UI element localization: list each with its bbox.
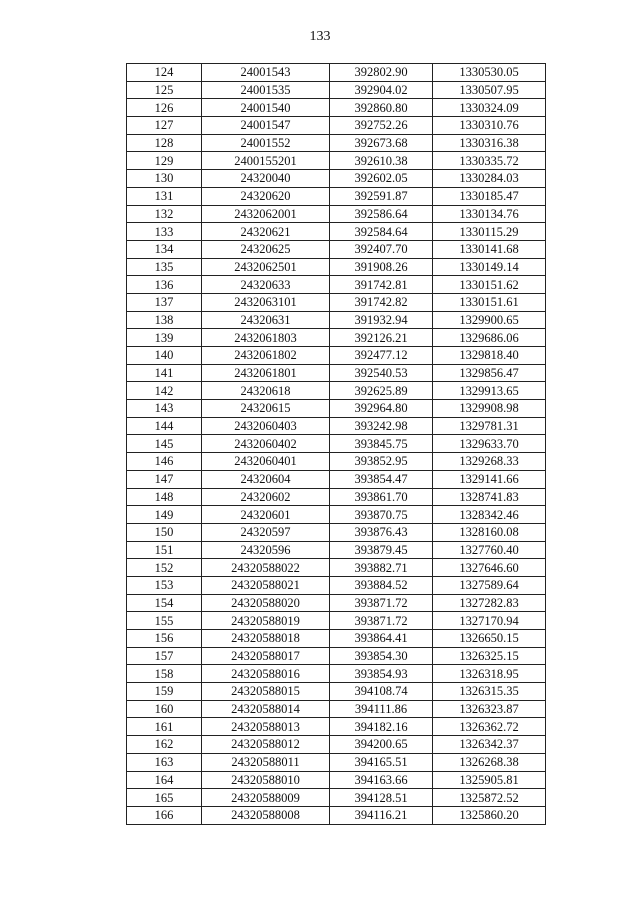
x-coordinate-cell: 394182.16 [330,718,433,736]
table-row [127,771,546,789]
y-coordinate-cell: 1326362.72 [433,718,546,736]
x-coordinate-cell: 393871.72 [330,612,433,630]
y-coordinate-cell: 1330151.62 [433,276,546,294]
point-id-cell: 24320588014 [202,700,330,718]
table-row [127,736,546,754]
y-coordinate-cell: 1327170.94 [433,612,546,630]
table-row [127,293,546,311]
row-number-cell: 155 [127,612,202,630]
table-row [127,382,546,400]
row-number-cell: 153 [127,576,202,594]
row-number-cell: 154 [127,594,202,612]
point-id-cell: 24320588012 [202,736,330,754]
row-number-cell: 147 [127,470,202,488]
point-id-cell: 24320615 [202,400,330,418]
table-row [127,364,546,382]
row-number-cell: 143 [127,400,202,418]
x-coordinate-cell: 391908.26 [330,258,433,276]
y-coordinate-cell: 1330151.61 [433,293,546,311]
x-coordinate-cell: 392126.21 [330,329,433,347]
x-coordinate-cell: 393854.47 [330,470,433,488]
coordinates-table-body [127,64,546,825]
point-id-cell: 2432061801 [202,364,330,382]
y-coordinate-cell: 1329686.06 [433,329,546,347]
point-id-cell: 24320631 [202,311,330,329]
row-number-cell: 160 [127,700,202,718]
row-number-cell: 131 [127,187,202,205]
table-row [127,612,546,630]
y-coordinate-cell: 1329818.40 [433,347,546,365]
x-coordinate-cell: 393879.45 [330,541,433,559]
table-row [127,806,546,824]
y-coordinate-cell: 1328342.46 [433,506,546,524]
table-row [127,576,546,594]
y-coordinate-cell: 1329913.65 [433,382,546,400]
table-row [127,594,546,612]
point-id-cell: 24320588020 [202,594,330,612]
point-id-cell: 24320588017 [202,647,330,665]
table-row [127,470,546,488]
table-row [127,647,546,665]
y-coordinate-cell: 1329856.47 [433,364,546,382]
x-coordinate-cell: 394128.51 [330,789,433,807]
y-coordinate-cell: 1330134.76 [433,205,546,223]
point-id-cell: 24320588021 [202,576,330,594]
table-row [127,187,546,205]
y-coordinate-cell: 1327646.60 [433,559,546,577]
x-coordinate-cell: 392586.64 [330,205,433,223]
row-number-cell: 166 [127,806,202,824]
x-coordinate-cell: 392610.38 [330,152,433,170]
table-row [127,134,546,152]
x-coordinate-cell: 392802.90 [330,64,433,82]
x-coordinate-cell: 394165.51 [330,753,433,771]
row-number-cell: 165 [127,789,202,807]
table-row [127,223,546,241]
y-coordinate-cell: 1327589.64 [433,576,546,594]
x-coordinate-cell: 394108.74 [330,683,433,701]
table-row [127,81,546,99]
x-coordinate-cell: 391742.81 [330,276,433,294]
coordinates-table [126,63,546,825]
point-id-cell: 24320588008 [202,806,330,824]
y-coordinate-cell: 1326650.15 [433,630,546,648]
point-id-cell: 24320588018 [202,630,330,648]
point-id-cell: 24320618 [202,382,330,400]
y-coordinate-cell: 1329268.33 [433,453,546,471]
table-row [127,541,546,559]
table-row [127,559,546,577]
point-id-cell: 24320602 [202,488,330,506]
point-id-cell: 24001540 [202,99,330,117]
y-coordinate-cell: 1330324.09 [433,99,546,117]
row-number-cell: 128 [127,134,202,152]
y-coordinate-cell: 1330149.14 [433,258,546,276]
x-coordinate-cell: 393861.70 [330,488,433,506]
point-id-cell: 2432063101 [202,293,330,311]
point-id-cell: 24320604 [202,470,330,488]
row-number-cell: 136 [127,276,202,294]
row-number-cell: 135 [127,258,202,276]
row-number-cell: 127 [127,117,202,135]
y-coordinate-cell: 1327282.83 [433,594,546,612]
table-row [127,683,546,701]
x-coordinate-cell: 392752.26 [330,117,433,135]
point-id-cell: 24320588013 [202,718,330,736]
table-row [127,170,546,188]
y-coordinate-cell: 1328160.08 [433,523,546,541]
y-coordinate-cell: 1329908.98 [433,400,546,418]
table-row [127,789,546,807]
x-coordinate-cell: 393852.95 [330,453,433,471]
row-number-cell: 163 [127,753,202,771]
y-coordinate-cell: 1330141.68 [433,240,546,258]
y-coordinate-cell: 1330507.95 [433,81,546,99]
table-row [127,64,546,82]
row-number-cell: 146 [127,453,202,471]
y-coordinate-cell: 1325860.20 [433,806,546,824]
point-id-cell: 2432062501 [202,258,330,276]
table-row [127,329,546,347]
point-id-cell: 24320597 [202,523,330,541]
y-coordinate-cell: 1326342.37 [433,736,546,754]
point-id-cell: 2432061803 [202,329,330,347]
y-coordinate-cell: 1330115.29 [433,223,546,241]
row-number-cell: 164 [127,771,202,789]
x-coordinate-cell: 392591.87 [330,187,433,205]
table-row [127,205,546,223]
point-id-cell: 24320588016 [202,665,330,683]
y-coordinate-cell: 1329633.70 [433,435,546,453]
x-coordinate-cell: 392540.53 [330,364,433,382]
y-coordinate-cell: 1326325.15 [433,647,546,665]
point-id-cell: 24320588015 [202,683,330,701]
x-coordinate-cell: 394200.65 [330,736,433,754]
row-number-cell: 126 [127,99,202,117]
point-id-cell: 2400155201 [202,152,330,170]
x-coordinate-cell: 392860.80 [330,99,433,117]
row-number-cell: 124 [127,64,202,82]
point-id-cell: 24320588022 [202,559,330,577]
y-coordinate-cell: 1330316.38 [433,134,546,152]
y-coordinate-cell: 1330335.72 [433,152,546,170]
x-coordinate-cell: 392904.02 [330,81,433,99]
table-row [127,117,546,135]
point-id-cell: 24320588010 [202,771,330,789]
point-id-cell: 24320588011 [202,753,330,771]
y-coordinate-cell: 1330310.76 [433,117,546,135]
point-id-cell: 2432061802 [202,347,330,365]
y-coordinate-cell: 1325905.81 [433,771,546,789]
point-id-cell: 24001547 [202,117,330,135]
point-id-cell: 2432062001 [202,205,330,223]
table-row [127,506,546,524]
table-row [127,311,546,329]
table-row [127,99,546,117]
row-number-cell: 151 [127,541,202,559]
table-row [127,665,546,683]
y-coordinate-cell: 1327760.40 [433,541,546,559]
x-coordinate-cell: 393864.41 [330,630,433,648]
point-id-cell: 24320040 [202,170,330,188]
y-coordinate-cell: 1326318.95 [433,665,546,683]
y-coordinate-cell: 1328741.83 [433,488,546,506]
page-number: 133 [309,29,331,44]
row-number-cell: 130 [127,170,202,188]
x-coordinate-cell: 393882.71 [330,559,433,577]
row-number-cell: 132 [127,205,202,223]
row-number-cell: 152 [127,559,202,577]
x-coordinate-cell: 393884.52 [330,576,433,594]
y-coordinate-cell: 1330284.03 [433,170,546,188]
x-coordinate-cell: 391932.94 [330,311,433,329]
row-number-cell: 158 [127,665,202,683]
y-coordinate-cell: 1326323.87 [433,700,546,718]
table-row [127,152,546,170]
row-number-cell: 129 [127,152,202,170]
row-number-cell: 142 [127,382,202,400]
x-coordinate-cell: 393871.72 [330,594,433,612]
x-coordinate-cell: 393854.93 [330,665,433,683]
x-coordinate-cell: 392602.05 [330,170,433,188]
x-coordinate-cell: 392584.64 [330,223,433,241]
point-id-cell: 24320625 [202,240,330,258]
row-number-cell: 156 [127,630,202,648]
point-id-cell: 24001552 [202,134,330,152]
point-id-cell: 2432060402 [202,435,330,453]
table-row [127,276,546,294]
point-id-cell: 24320621 [202,223,330,241]
row-number-cell: 157 [127,647,202,665]
row-number-cell: 139 [127,329,202,347]
y-coordinate-cell: 1329141.66 [433,470,546,488]
x-coordinate-cell: 392407.70 [330,240,433,258]
row-number-cell: 161 [127,718,202,736]
x-coordinate-cell: 394116.21 [330,806,433,824]
x-coordinate-cell: 392625.89 [330,382,433,400]
x-coordinate-cell: 393845.75 [330,435,433,453]
y-coordinate-cell: 1326315.35 [433,683,546,701]
table-row [127,488,546,506]
y-coordinate-cell: 1329781.31 [433,417,546,435]
row-number-cell: 162 [127,736,202,754]
row-number-cell: 137 [127,293,202,311]
y-coordinate-cell: 1329900.65 [433,311,546,329]
point-id-cell: 24320596 [202,541,330,559]
table-row [127,240,546,258]
table-row [127,700,546,718]
x-coordinate-cell: 392964.80 [330,400,433,418]
x-coordinate-cell: 393870.75 [330,506,433,524]
table-row [127,417,546,435]
point-id-cell: 24001543 [202,64,330,82]
x-coordinate-cell: 393876.43 [330,523,433,541]
x-coordinate-cell: 393854.30 [330,647,433,665]
row-number-cell: 125 [127,81,202,99]
table-row [127,718,546,736]
x-coordinate-cell: 394163.66 [330,771,433,789]
row-number-cell: 159 [127,683,202,701]
x-coordinate-cell: 393242.98 [330,417,433,435]
y-coordinate-cell: 1325872.52 [433,789,546,807]
point-id-cell: 24320588019 [202,612,330,630]
row-number-cell: 140 [127,347,202,365]
point-id-cell: 24320633 [202,276,330,294]
table-row [127,630,546,648]
point-id-cell: 2432060401 [202,453,330,471]
table-row [127,753,546,771]
point-id-cell: 24001535 [202,81,330,99]
y-coordinate-cell: 1330185.47 [433,187,546,205]
x-coordinate-cell: 394111.86 [330,700,433,718]
x-coordinate-cell: 392477.12 [330,347,433,365]
point-id-cell: 24320620 [202,187,330,205]
row-number-cell: 138 [127,311,202,329]
x-coordinate-cell: 392673.68 [330,134,433,152]
row-number-cell: 145 [127,435,202,453]
point-id-cell: 24320601 [202,506,330,524]
point-id-cell: 2432060403 [202,417,330,435]
x-coordinate-cell: 391742.82 [330,293,433,311]
row-number-cell: 141 [127,364,202,382]
table-row [127,400,546,418]
row-number-cell: 149 [127,506,202,524]
table-row [127,435,546,453]
row-number-cell: 148 [127,488,202,506]
y-coordinate-cell: 1326268.38 [433,753,546,771]
row-number-cell: 144 [127,417,202,435]
row-number-cell: 133 [127,223,202,241]
row-number-cell: 134 [127,240,202,258]
point-id-cell: 24320588009 [202,789,330,807]
y-coordinate-cell: 1330530.05 [433,64,546,82]
table-row [127,347,546,365]
table-row [127,453,546,471]
table-row [127,258,546,276]
table-row [127,523,546,541]
row-number-cell: 150 [127,523,202,541]
